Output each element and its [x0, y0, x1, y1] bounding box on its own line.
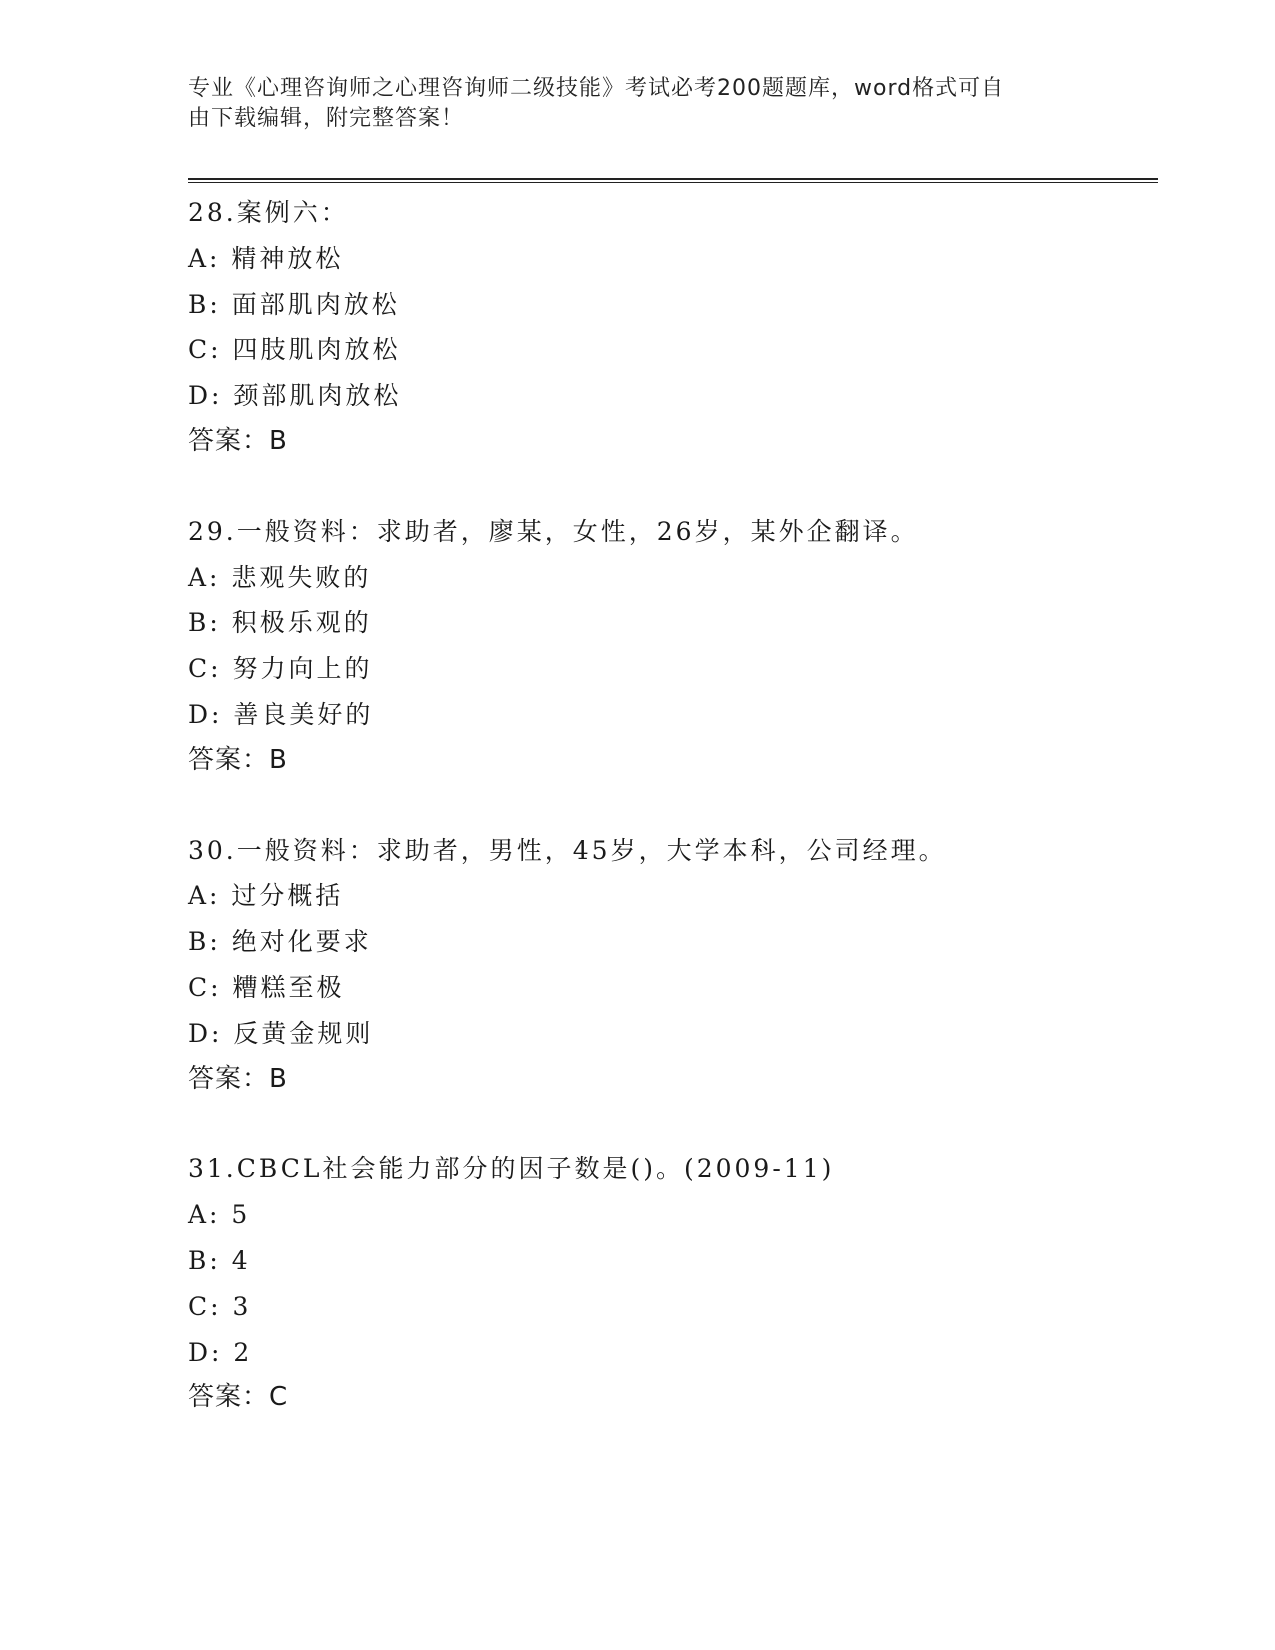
option-a: A: 过分概括	[188, 881, 344, 911]
document-header	[188, 74, 1068, 134]
answer: 答案：B	[188, 744, 288, 775]
header-line-1: 专业《心理咨询师之心理咨询师二级技能》考试必考200题题库，word格式可自	[188, 76, 1005, 101]
option-d: D: 2	[188, 1337, 253, 1367]
question-list	[188, 190, 1158, 1465]
option-c: C: 四肢肌肉放松	[188, 335, 401, 365]
question-stem: 31.CBCL社会能力部分的因子数是()。(2009-11)	[188, 1154, 835, 1184]
question-29	[188, 509, 1158, 784]
option-b: B: 面部肌肉放松	[188, 289, 400, 319]
answer: 答案：B	[188, 1063, 288, 1094]
answer: 答案：C	[188, 1382, 289, 1413]
option-a: A: 悲观失败的	[188, 562, 372, 592]
option-b: B: 4	[188, 1245, 251, 1275]
answer: 答案：B	[188, 425, 288, 456]
option-a: A: 5	[188, 1200, 251, 1230]
option-a: A: 精神放松	[188, 243, 344, 273]
question-30	[188, 828, 1158, 1103]
option-b: B: 积极乐观的	[188, 608, 372, 638]
option-d: D: 反黄金规则	[188, 1018, 374, 1048]
question-28	[188, 190, 1158, 465]
option-c: C: 努力向上的	[188, 654, 373, 684]
question-stem: 30.一般资料：求助者，男性，45岁，大学本科，公司经理。	[188, 835, 947, 865]
header-divider	[188, 178, 1158, 183]
option-d: D: 颈部肌肉放松	[188, 381, 402, 411]
question-31	[188, 1146, 1158, 1421]
option-d: D: 善良美好的	[188, 699, 374, 729]
option-b: B: 绝对化要求	[188, 927, 372, 957]
option-c: C: 3	[188, 1291, 252, 1321]
option-c: C: 糟糕至极	[188, 972, 345, 1002]
question-stem: 28.案例六：	[188, 198, 349, 227]
header-line-2: 由下载编辑，附完整答案！	[188, 106, 465, 131]
question-stem: 29.一般资料：求助者，廖某，女性，26岁，某外企翻译。	[188, 516, 919, 546]
